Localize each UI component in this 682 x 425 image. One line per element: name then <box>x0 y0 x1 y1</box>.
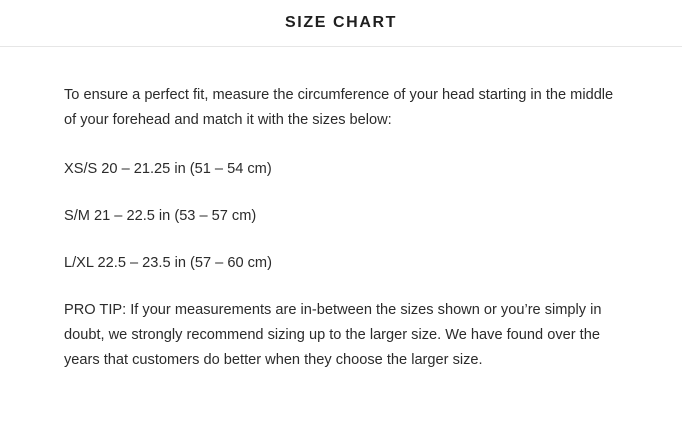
size-line-xs-s: XS/S 20 – 21.25 in (51 – 54 cm) <box>64 161 272 177</box>
size-line-l-xl: L/XL 22.5 – 23.5 in (57 – 60 cm) <box>64 255 272 271</box>
intro-paragraph: To ensure a perfect fit, measure the circumference of your head starting in the middle of your forehead and match it with the sizes below: <box>64 87 614 128</box>
size-chart-content <box>0 47 682 373</box>
pro-tip-paragraph: PRO TIP: If your measurements are in-between the sizes shown or you’re simply in doubt, we strongly recommend sizing up to the larger size. We have found over the years that customers do better when they choose the larger size. <box>64 302 602 368</box>
page-header <box>0 0 682 47</box>
page-title: SIZE CHART <box>285 14 397 31</box>
size-line-s-m: S/M 21 – 22.5 in (53 – 57 cm) <box>64 208 257 224</box>
